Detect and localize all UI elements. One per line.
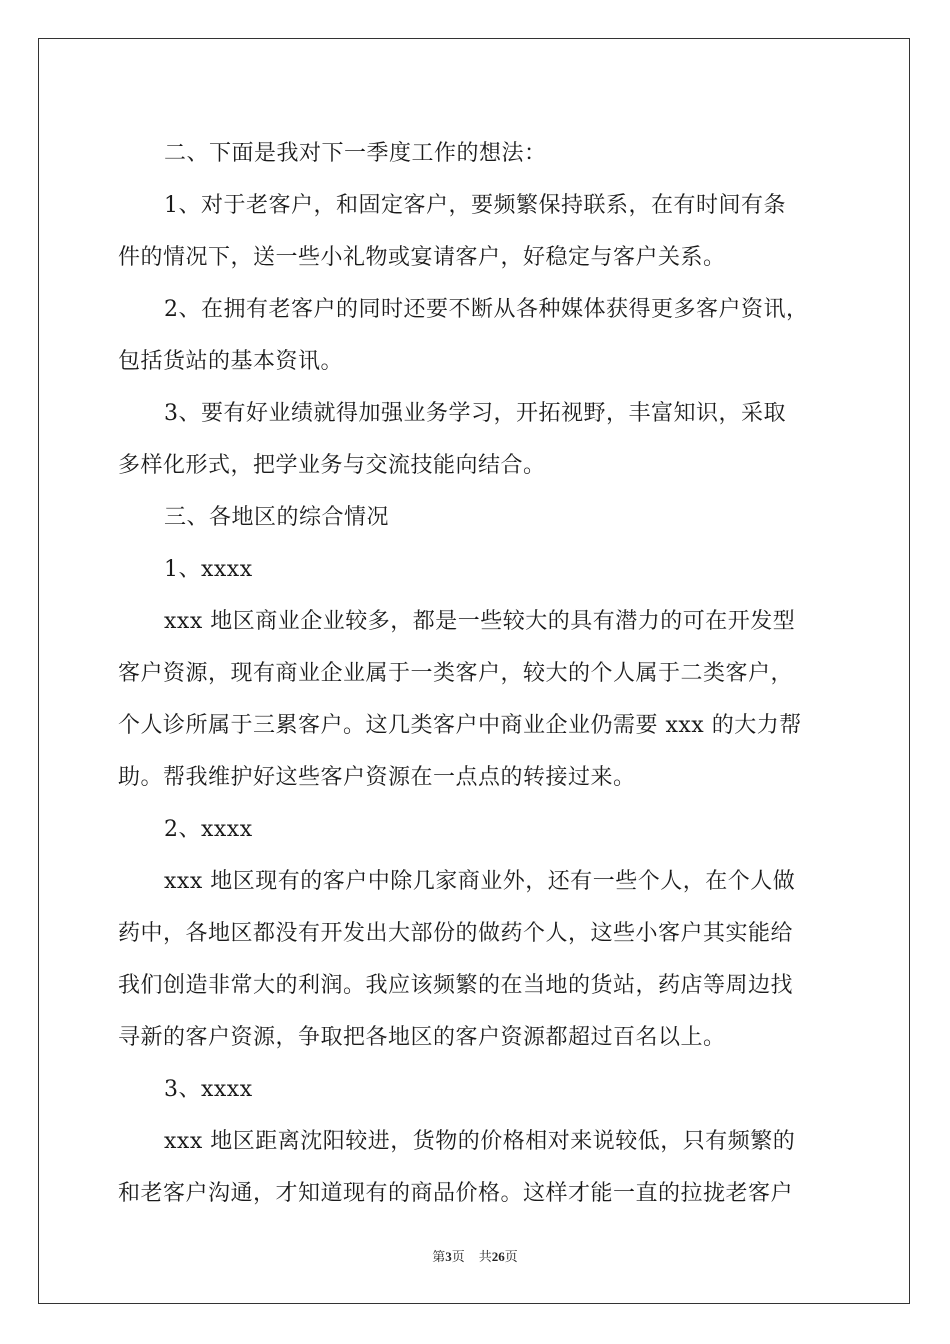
- paragraph-line: 多样化形式，把学业务与交流技能向结合。: [118, 453, 546, 478]
- subsection-heading: 2、xxxx: [164, 817, 253, 842]
- paragraph-line: 包括货站的基本资讯。: [118, 349, 344, 374]
- paragraph-line: 3、要有好业绩就得加强业务学习，开拓视野，丰富知识，采取: [164, 401, 786, 426]
- paragraph-line: 客户资源，现有商业企业属于一类客户，较大的个人属于二类客户，: [118, 661, 794, 686]
- paragraph-line: 助。帮我维护好这些客户资源在一点点的转接过来。: [118, 765, 636, 790]
- section-heading: 二、下面是我对下一季度工作的想法：: [164, 141, 547, 166]
- page-suffix: 页: [451, 1249, 465, 1264]
- paragraph-line: xxx 地区现有的客户中除几家商业外，还有一些个人，在个人做: [164, 869, 796, 894]
- paragraph-line: 我们创造非常大的利润。我应该频繁的在当地的货站，药店等周边找: [118, 973, 794, 998]
- paragraph-line: xxx 地区商业企业较多，都是一些较大的具有潜力的可在开发型: [164, 609, 796, 634]
- document-body: [118, 128, 838, 1220]
- subsection-heading: 1、xxxx: [164, 557, 253, 582]
- total-pages: 26: [491, 1249, 505, 1264]
- paragraph-line: 个人诊所属于三累客户。这几类客户中商业企业仍需要 xxx 的大力帮: [118, 713, 802, 738]
- page-number: 3: [445, 1249, 452, 1264]
- section-heading: 三、各地区的综合情况: [164, 505, 390, 530]
- paragraph-line: 件的情况下，送一些小礼物或宴请客户，好稳定与客户关系。: [118, 245, 726, 270]
- page-prefix: 第: [432, 1249, 446, 1264]
- total-suffix: 页: [504, 1249, 518, 1264]
- total-prefix: 共: [478, 1249, 492, 1264]
- paragraph-line: 和老客户沟通，才知道现有的商品价格。这样才能一直的拉拢老客户: [118, 1181, 794, 1206]
- paragraph-line: 寻新的客户资源，争取把各地区的客户资源都超过百名以上。: [118, 1025, 726, 1050]
- paragraph-line: 1、对于老客户，和固定客户，要频繁保持联系，在有时间有条: [164, 193, 786, 218]
- paragraph-line: 2、在拥有老客户的同时还要不断从各种媒体获得更多客户资讯，: [164, 297, 809, 322]
- page-footer: [0, 1246, 950, 1265]
- paragraph-line: 药中，各地区都没有开发出大部份的做药个人，这些小客户其实能给: [118, 921, 794, 946]
- paragraph-line: xxx 地区距离沈阳较进，货物的价格相对来说较低，只有频繁的: [164, 1129, 796, 1154]
- subsection-heading: 3、xxxx: [164, 1077, 253, 1102]
